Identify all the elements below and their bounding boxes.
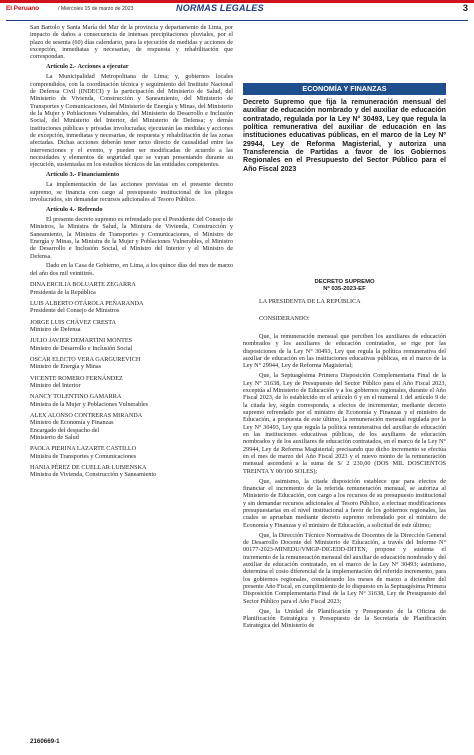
decree-title: Decreto Supremo que fija la remuneración mensual del auxiliar de educación nombrado y del auxiliar de educación contratado, regulada por la Ley N° 30493, Ley que regula la política remunerativa del auxiliar de educación en las instituciones educativas públicas, en el marco de la Ley Nº 29944, Ley de Reforma Magisterial, y autoriza una Transferencia de Partidas a favor de los Gobiernos Regionales en el Presupuesto del Sector Público para el Año Fiscal 2023 — [243, 99, 446, 173]
considerando-paragraph: Que, la remuneración mensual que perciben los auxiliares de educación nombrados y los auxiliares de educación contratados, se rige por las disposiciones de la Ley N° 30493, Ley que regula la política remunerativa del auxiliar de educación en las instituciones educativas públicas, en el marco de la Ley N° 29944, Ley de Reforma Magisterial; — [243, 333, 446, 370]
signatory — [30, 300, 233, 315]
signatory-name: OSCAR ELECTO VERA GARGUREVICH — [30, 355, 141, 363]
document-code: 2160669-1 — [30, 738, 60, 745]
considerando-paragraph: Que, la Unidad de Planificación y Presupuesto de la Oficina de Planificación Estratégica y Presupuesto de la Secretaría de Planificación Estratégica del Ministerio de — [243, 607, 446, 630]
left-column — [30, 24, 233, 479]
signatory-name: DINA ERCILIA BOLUARTE ZEGARRA — [30, 281, 136, 289]
page-number: 3 — [462, 3, 468, 14]
signatory — [30, 412, 233, 441]
signatory-role: Ministra de Transportes y Comunicaciones — [30, 452, 137, 460]
signatory-role: Ministro de Defensa — [30, 325, 81, 333]
president-line: LA PRESIDENTA DE LA REPÚBLICA — [259, 298, 361, 305]
article-3-text: La implementación de las acciones previstas en el presente decreto supremo, se financia con cargo al presupuesto institucional de los pliegos involucrados, sin demandar recursos adicionales al Tesoro Público. — [30, 181, 233, 203]
article-4 — [30, 206, 233, 213]
signatory-name: NANCY TOLENTINO GAMARRA — [30, 393, 122, 401]
signatory-name: LUIS ALBERTO OTÁROLA PEÑARANDA — [30, 299, 144, 307]
considerando-paragraph: Que, asimismo, la citada disposición establece que para efectos de financiar el incremento de la referida remuneración mensual, se autoriza al Ministerio de Educación, con cargo a los recursos de su presupuesto institucional y sin demandar recursos adicionales al Tesoro Público, a efectuar modificaciones presupuestarias en el nivel institucional a favor de los gobiernos regionales, las cuales se aprueban mediante decreto supremo refrendado por el ministro de Economía y Finanzas y el ministro de Educación, a solicitud de este último; — [243, 477, 446, 529]
signatory-role: Ministro del Interior — [30, 381, 81, 389]
publication-date: / Miércoles 15 de marzo de 2023 — [58, 5, 134, 12]
signatory — [30, 356, 233, 371]
signatory-role: Ministro de Desarrollo e Inclusión Social — [30, 344, 133, 352]
signatory — [30, 464, 233, 479]
signatory — [30, 375, 233, 390]
decree-heading — [243, 279, 446, 293]
signatory-role: Presidente del Consejo de Ministros — [30, 307, 120, 315]
signatory-role: Presidenta de la República — [30, 288, 96, 296]
signatory-role: Ministro de Energía y Minas — [30, 363, 102, 371]
article-3 — [30, 171, 233, 178]
considerando-body — [243, 333, 446, 632]
signatory-name: PAOLA PIERINA LAZARTE CASTILLO — [30, 445, 137, 453]
signatory-name: HANIA PÉREZ DE CUELLAR LUBIENSKA — [30, 464, 147, 472]
signatory — [30, 445, 233, 460]
considerando-heading: CONSIDERANDO: — [259, 315, 310, 322]
section-banner: ECONOMÍA Y FINANZAS — [243, 83, 446, 95]
article-3-title: Artículo 3.- Financiamiento — [46, 171, 120, 179]
considerando-paragraph: Que, la Septuagésima Primera Disposición Complementaria Final de la Ley N° 31638, Ley de Presupuesto del Sector Público para el Año Fiscal 2023, exceptúa al Ministerio de Educación y a los gobiernos regionales, durante el Año Fiscal 2023, de lo establecido en el artículo 6 y en el numeral 1 del artículo 9 de la citada ley, según corresponda, a efectos de incrementar, mediante decreto supremo refrendado por el ministro de Economía y Finanzas y el ministro de Educación, a propuesta de este último, la remuneración mensual regulada por la Ley N° 30493, Ley que regula la política remunerativa del auxiliar de educación en las instituciones educativas públicas, de los auxiliares de educación nombrados y de los auxiliares de educación contratados, en el marco de la Ley N° 29944, Ley de Reforma Magisterial; precisando que dicho incremento se efectúa en el mes de marzo del Año Fiscal 2023 y el nuevo monto de la remuneración mensual ascenderá a la suma de S/ 2 230,00 (DOS MIL DOSCIENTOS TREINTA Y 00/100 SOLES); — [243, 372, 446, 475]
article-2-title: Artículo 2.- Acciones a ejecutar — [46, 63, 129, 71]
signatory-role: Ministra de la Mujer y Poblaciones Vulnerables — [30, 400, 149, 408]
signatory-role: Ministro de Economía y Finanzas — [30, 419, 114, 427]
article-4-text: El presente decreto supremo es refrendado por el Presidente del Consejo de Ministros, la Ministra de Salud, la Ministra de Vivienda, Construcción y Saneamiento, la Ministra de Transportes y Comunicaciones, el Ministro de Energía y Minas, la Ministra de la Mujer y Poblaciones Vulnerables, el Ministro de Desarrollo e Inclusión Social, el Ministro del Interior y el Ministro de Defensa. — [30, 215, 233, 260]
signatory — [30, 319, 233, 334]
newspaper-logo: El Peruano — [6, 5, 39, 12]
signatory-role: Ministerio de Salud — [30, 434, 79, 441]
article-4-title: Artículo 4.- Refrendo — [46, 205, 103, 213]
signatures-block — [30, 281, 233, 479]
signatory — [30, 337, 233, 352]
considerando-paragraph: Que, la Dirección Técnico Normativa de Docentes de la Dirección General de Desarrollo Docente del Ministerio de Educación, a través del Informe N° 00177-2023-MINEDU/VMGP-DIGEDD-DITEN, propone y sustenta el incremento de la remuneración mensual del auxiliar de educación nombrado y del auxiliar de educación contratado, en el marco de la Ley N° 30493; asimismo, determina el costo diferencial de la implementación del referido incremento, para los gobiernos regionales, considerando los meses de marzo a diciembre del presente Año Fiscal, en cumplimiento de lo dispuesto en la Septuagésima Primera Disposición Complementaria Final de la Ley N° 31638, Ley de Presupuesto del Sector Público para el Año Fiscal 2023; — [243, 531, 446, 605]
signatory-name: VICENTE ROMERO FERNÁNDEZ — [30, 374, 123, 382]
signatory — [30, 393, 233, 408]
article-2 — [30, 63, 233, 70]
header-divider — [6, 20, 468, 21]
signatory-name: ALEX ALONSO CONTRERAS MIRANDA — [30, 411, 143, 419]
decree-label: DECRETO SUPREMO — [314, 279, 375, 285]
signatory-name: JORGE LUIS CHÁVEZ CRESTA — [30, 318, 116, 326]
decree-number: Nº 035-2023-EF — [323, 286, 366, 292]
signatory-role: Encargado del despacho del — [30, 426, 100, 434]
article-2-text: La Municipalidad Metropolitana de Lima; y, gobiernos locales comprendidos, con la coordinación técnica y seguimiento del Instituto Nacional de Defensa Civil (INDECI) y la participación del Ministerio de Salud, del Ministerio de Vivienda, Construcción y Saneamiento, del Ministerio de Transportes y Comunicaciones, del Ministerio de Energía y Minas, del Ministerio de la Mujer y Poblaciones Vulnerables, del Ministerio de Desarrollo e Inclusión Social, del Ministerio del Interior, del Ministerio de Defensa; y demás instituciones públicas y privadas involucradas; ejecutarán las medidas y acciones de excepción, inmediatas y necesarias, de respuesta y rehabilitación de las zonas afectadas. Dichas acciones deberán tener nexo directo de causalidad entre las intervenciones y el evento, y pueden ser modificadas de acuerdo a las necesidades y elementos de seguridad que se vayan presentando durante su ejecución, sustentadas en los estudios técnicos de las entidades competentes. — [30, 73, 233, 169]
signatory — [30, 281, 233, 296]
signatory-role: Ministra de Vivienda, Construcción y Saneamiento — [30, 471, 157, 479]
signatory-name: JULIO JAVIER DEMARTINI MONTES — [30, 337, 133, 345]
given-clause: Dado en la Casa de Gobierno, en Lima, a los quince días del mes de marzo del año dos mil veintitrés. — [30, 262, 233, 277]
section-title: NORMAS LEGALES — [176, 3, 264, 13]
page-header — [0, 4, 474, 18]
intro-paragraph: San Bartolo y Santa María del Mar de la provincia y departamento de Lima, por impacto de daños a consecuencia de intensas precipitaciones pluviales, por el plazo de sesenta (60) días calendario, para la ejecución de medidas y acciones de excepción, inmediatas y necesarias, de respuesta y rehabilitación que correspondan. — [30, 24, 233, 61]
